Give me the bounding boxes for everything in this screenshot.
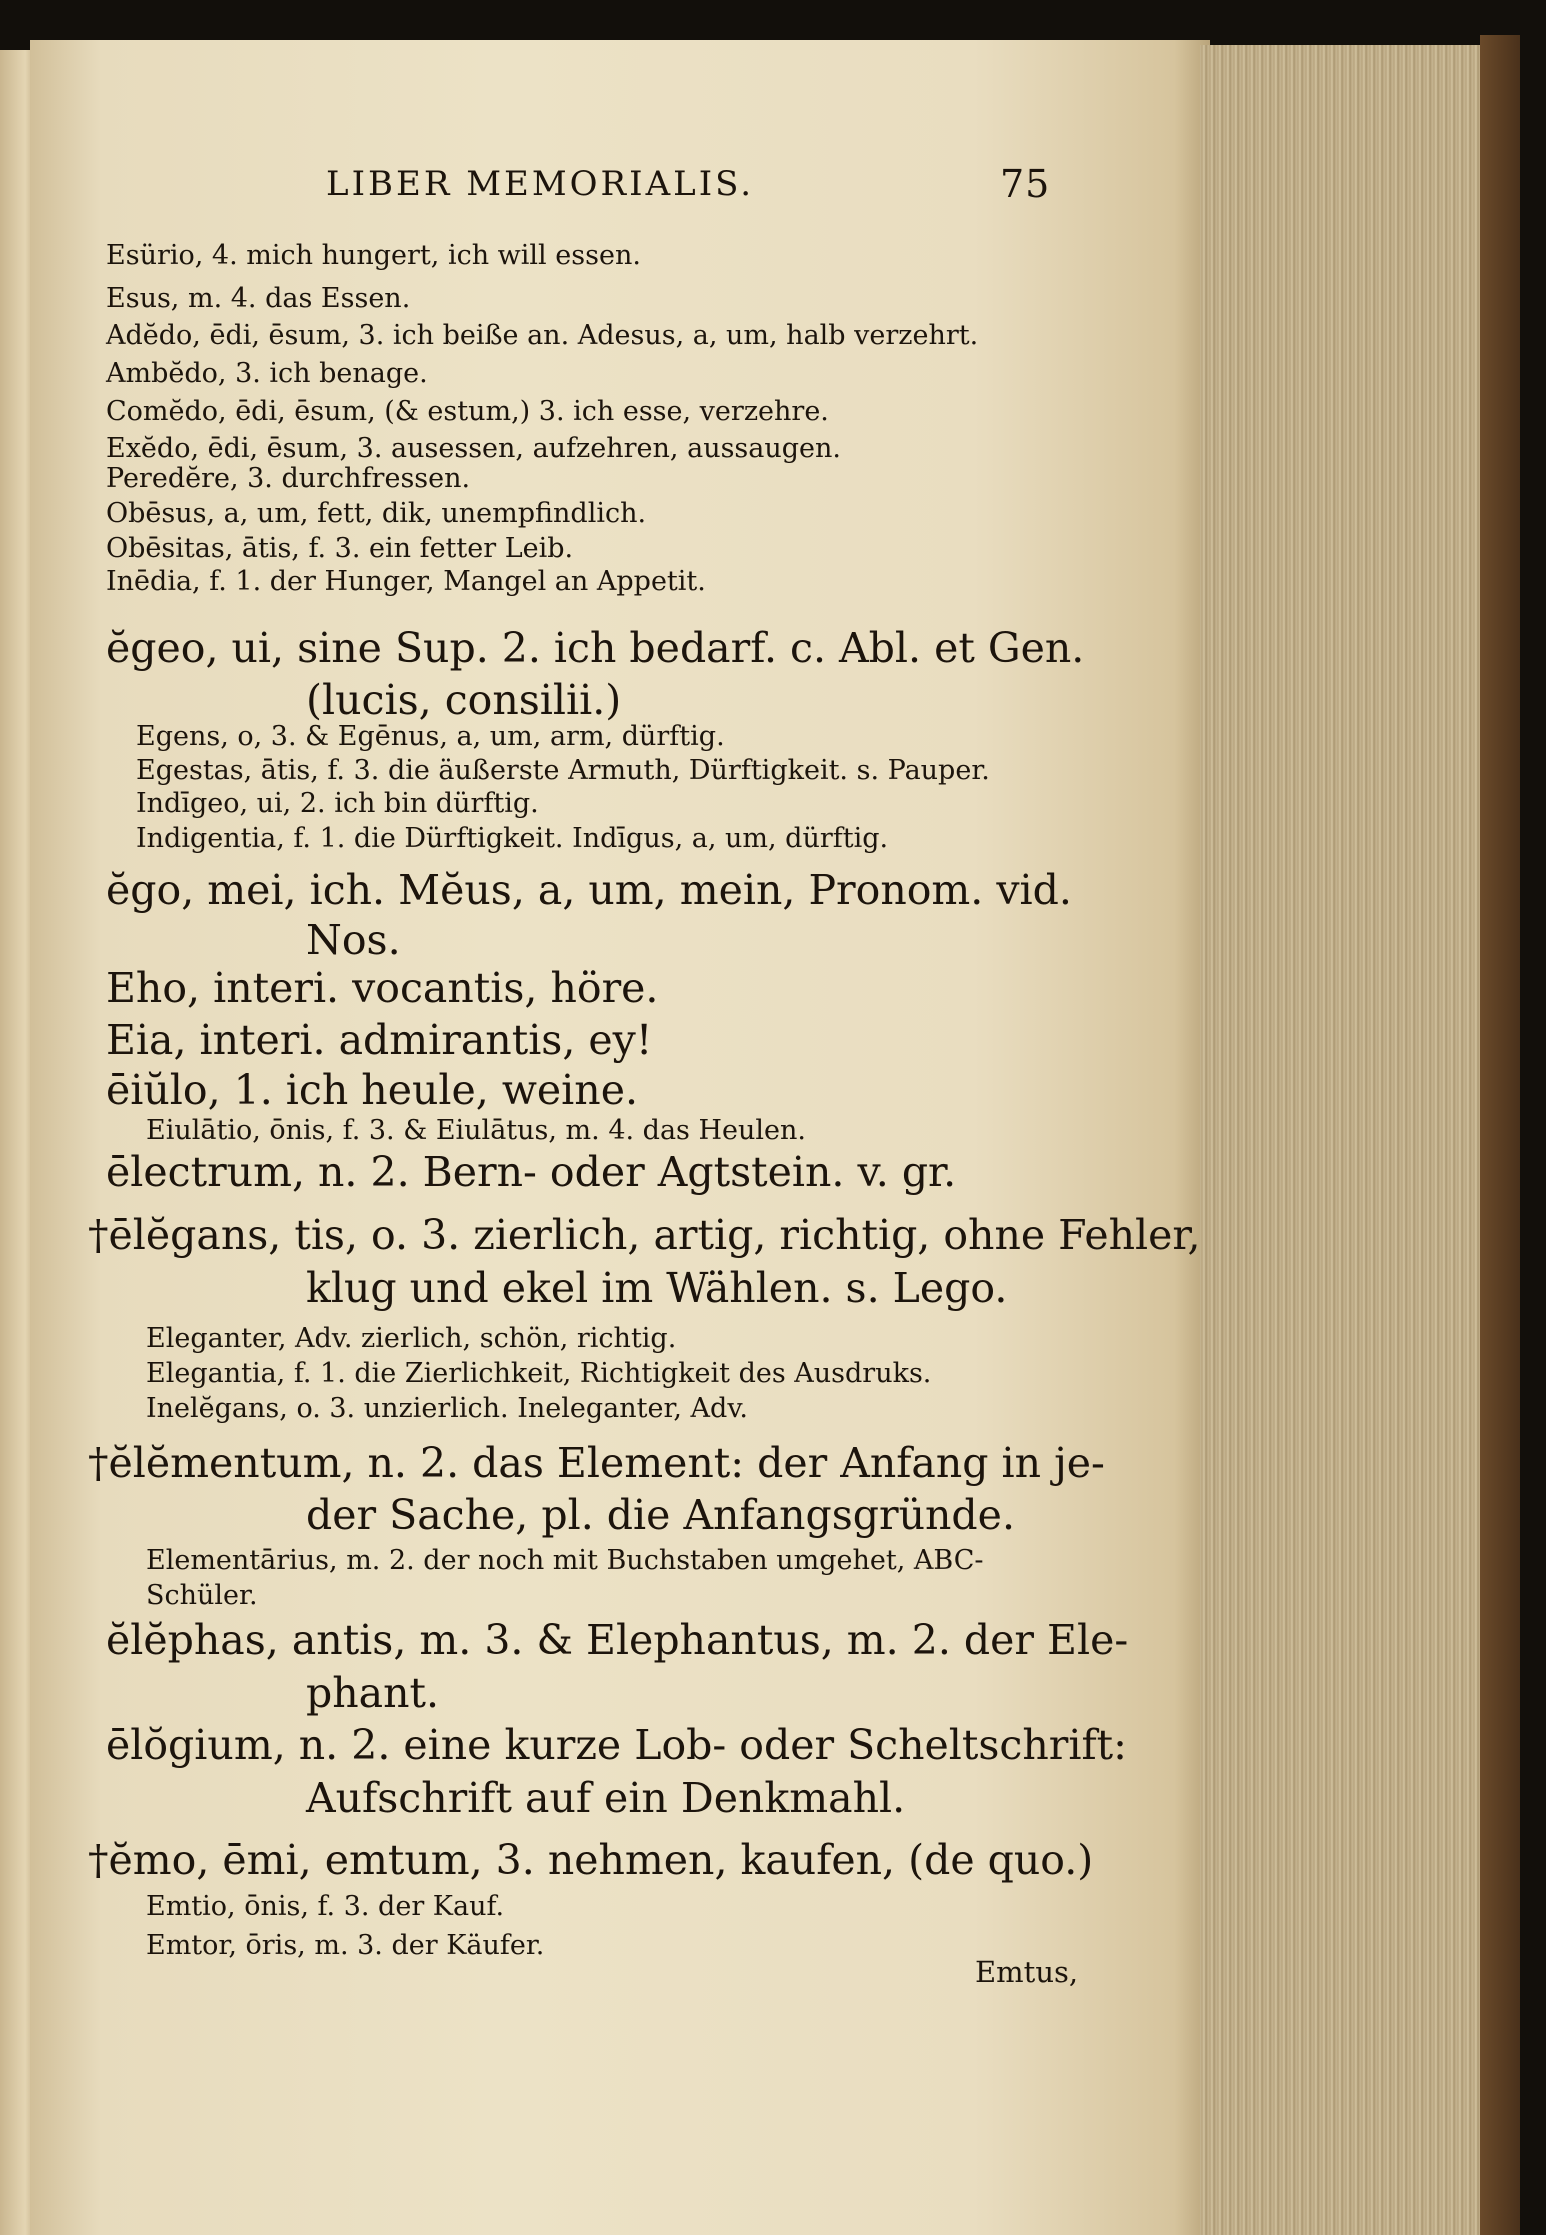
headword-line: Eho, interi. vocantis, höre. <box>106 964 659 1012</box>
entry-line: Emtio, ōnis, f. 3. der Kauf. <box>146 1891 505 1922</box>
page-number: 75 <box>1000 162 1051 206</box>
entry-continuation: (lucis, consilii.) <box>306 676 622 724</box>
entry-line: Egens, o, 3. & Egēnus, a, um, arm, dürftig. <box>136 721 725 752</box>
headword-line: ĕlĕphas, antis, m. 3. & Elephantus, m. 2. der Ele- <box>106 1616 1129 1664</box>
entry-line: Ambĕdo, 3. ich benage. <box>106 358 428 389</box>
entry-line: Inelĕgans, o. 3. unzierlich. Ineleganter, Adv. <box>146 1393 748 1424</box>
entry-line: Schüler. <box>146 1580 258 1611</box>
entry-line: Inēdia, f. 1. der Hunger, Mangel an Appetit. <box>106 566 706 597</box>
entry-line: Obēsitas, ātis, f. 3. ein fetter Leib. <box>106 533 574 564</box>
headword-line: Eia, interi. admirantis, ey! <box>106 1016 653 1064</box>
headword-line: †ĕlĕmentum, n. 2. das Element: der Anfang in je- <box>88 1439 1105 1487</box>
entry-continuation: klug und ekel im Wählen. s. Lego. <box>306 1264 1008 1312</box>
entry-continuation: phant. <box>306 1669 440 1717</box>
entry-line: Adĕdo, ēdi, ēsum, 3. ich beiße an. Adesus, a, um, halb verzehrt. <box>106 320 979 351</box>
catchword: Emtus, <box>975 1955 1079 1989</box>
book-cover-edge <box>1480 35 1520 2235</box>
entry-line: Elegantia, f. 1. die Zierlichkeit, Richtigkeit des Ausdruks. <box>146 1358 932 1389</box>
entry-line: Esus, m. 4. das Essen. <box>106 283 411 314</box>
headword-line: ĕgo, mei, ich. Mĕus, a, um, mein, Pronom. vid. <box>106 866 1072 914</box>
entry-line: Eleganter, Adv. zierlich, schön, richtig. <box>146 1323 677 1354</box>
headword-line: ēlectrum, n. 2. Bern- oder Agtstein. v. gr. <box>106 1148 957 1196</box>
entry-continuation: der Sache, pl. die Anfangsgründe. <box>306 1491 1015 1539</box>
entry-line: Exĕdo, ēdi, ēsum, 3. ausessen, aufzehren, aussaugen. <box>106 433 842 464</box>
headword-line: ēiŭlo, 1. ich heule, weine. <box>106 1066 638 1114</box>
entry-line: Emtor, ōris, m. 3. der Käufer. <box>146 1930 545 1961</box>
headword-line: ēlŏgium, n. 2. eine kurze Lob- oder Scheltschrift: <box>106 1721 1127 1769</box>
entry-line: Indigentia, f. 1. die Dürftigkeit. Indīgus, a, um, dürftig. <box>136 823 889 854</box>
page-fore-edge <box>1200 45 1500 2235</box>
entry-line: Obēsus, a, um, fett, dik, unempfindlich. <box>106 498 647 529</box>
entry-line: Comĕdo, ēdi, ēsum, (& estum,) 3. ich esse, verzehre. <box>106 396 829 427</box>
running-title: LIBER MEMORIALIS. <box>326 164 755 204</box>
headword-line: †ĕmo, ēmi, emtum, 3. nehmen, kaufen, (de quo.) <box>88 1836 1094 1884</box>
entry-line: Esürio, 4. mich hungert, ich will essen. <box>106 240 641 271</box>
entry-line: Peredĕre, 3. durchfressen. <box>106 463 471 494</box>
entry-line: Eiulātio, ōnis, f. 3. & Eiulātus, m. 4. das Heulen. <box>146 1115 806 1146</box>
headword-line: †ēlĕgans, tis, o. 3. zierlich, artig, richtig, ohne Fehler, <box>88 1211 1201 1259</box>
headword-line: ĕgeo, ui, sine Sup. 2. ich bedarf. c. Abl. et Gen. <box>106 624 1085 672</box>
entry-line: Elementārius, m. 2. der noch mit Buchstaben umgehet, ABC- <box>146 1545 984 1576</box>
entry-continuation: Nos. <box>306 916 401 964</box>
entry-continuation: Aufschrift auf ein Denkmahl. <box>306 1774 906 1822</box>
entry-line: Egestas, ātis, f. 3. die äußerste Armuth, Dürftigkeit. s. Pauper. <box>136 755 990 786</box>
entry-line: Indīgeo, ui, 2. ich bin dürftig. <box>136 788 539 819</box>
